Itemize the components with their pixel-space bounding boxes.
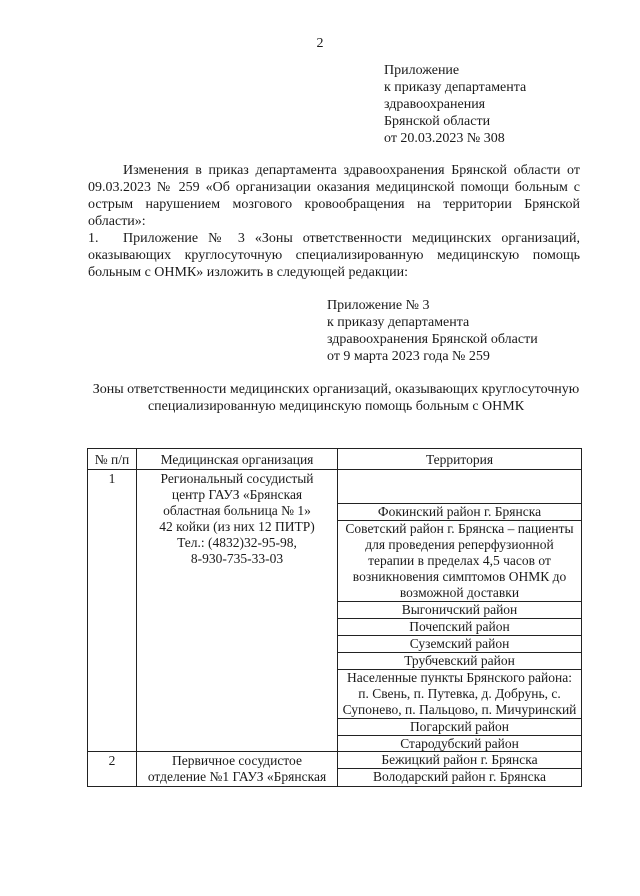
row-organization: [137, 470, 338, 752]
territory-item: Володарский район г. Брянска: [337, 768, 582, 785]
organization-line: центр ГАУЗ «Брянская: [171, 487, 303, 502]
territory-item: Советский район г. Брянска – пациенты для проведения реперфузионной терапии в пределах 4,5 часов от возникновения симптомов ОНМК до возможной доставки: [337, 520, 582, 601]
organization-line: отделение №1 ГАУЗ «Брянская: [147, 769, 327, 784]
row-number: 1: [88, 470, 137, 752]
item-text: Приложение № 3 «Зоны ответственности медицинских организаций, оказывающих круглосуточную специализированную медицинскую помощь больным с ОНМК» изложить в следующей редакции:: [88, 231, 580, 280]
appendix-line: от 20.03.2023 № 308: [384, 131, 505, 146]
item-paragraph: [88, 230, 580, 281]
territory-item: Суземский район: [337, 635, 582, 652]
territory-item: Выгоничский район: [337, 601, 582, 618]
intro-paragraph: Изменения в приказ департамента здравоохранения Брянской области от 09.03.2023 № 259 «Об организации оказания медицинской помощи больным с острым нарушением мозгового кровообращения на территории Брянской области»:: [88, 163, 580, 229]
organization-line: 42 койки (из них 12 ПИТР): [159, 519, 315, 534]
appendix-line: от 9 марта 2023 года № 259: [327, 349, 490, 364]
organization-line: 8-930-735-33-03: [190, 551, 284, 566]
appendix-line: здравоохранения Брянской области: [327, 332, 538, 347]
zones-table: [87, 448, 582, 787]
territory-item: Стародубский район: [337, 735, 582, 752]
organization-line: Первичное сосудистое: [172, 753, 302, 768]
territory-item: Погарский район: [337, 718, 582, 735]
organization-line: Региональный сосудистый: [160, 471, 314, 486]
header-territory: Территория: [338, 449, 582, 470]
organization-line: Тел.: (4832)32-95-98,: [177, 535, 297, 550]
organization-line: областная больница № 1»: [163, 503, 311, 518]
table-title: Зоны ответственности медицинских организаций, оказывающих круглосуточную специализированную медицинскую помощь больным с ОНМК: [92, 382, 580, 414]
appendix-line: к приказу департамента: [384, 80, 527, 95]
appendix-line: Приложение: [384, 63, 460, 78]
appendix-header-mid: [327, 297, 538, 365]
territory-item: Трубчевский район: [337, 652, 582, 669]
intro-text: [88, 162, 580, 281]
row-territories: [338, 752, 582, 787]
table-header-row: [88, 449, 582, 470]
appendix-line: Брянской области: [384, 114, 491, 129]
item-number: 1.: [88, 231, 99, 246]
header-organization: Медицинская организация: [137, 449, 338, 470]
territory-item: Почепский район: [337, 618, 582, 635]
appendix-line: здравоохранения: [384, 97, 486, 112]
appendix-header-top: [384, 62, 526, 147]
territory-item: Фокинский район г. Брянска: [337, 503, 582, 520]
row-organization: [137, 752, 338, 787]
row-number: 2: [88, 752, 137, 787]
header-number: № п/п: [88, 449, 137, 470]
territory-item: Населенные пункты Брянского района: п. Свень, п. Путевка, д. Добрунь, с. Супонево, п. Пальцово, п. Мичуринский: [337, 669, 582, 718]
row-territories: [338, 470, 582, 752]
page-number: 2: [316, 36, 324, 51]
table-row: [88, 470, 582, 752]
appendix-line: Приложение № 3: [327, 298, 430, 313]
territory-item: Бежицкий район г. Брянска: [337, 752, 582, 768]
appendix-line: к приказу департамента: [327, 315, 470, 330]
table-row: [88, 752, 582, 787]
